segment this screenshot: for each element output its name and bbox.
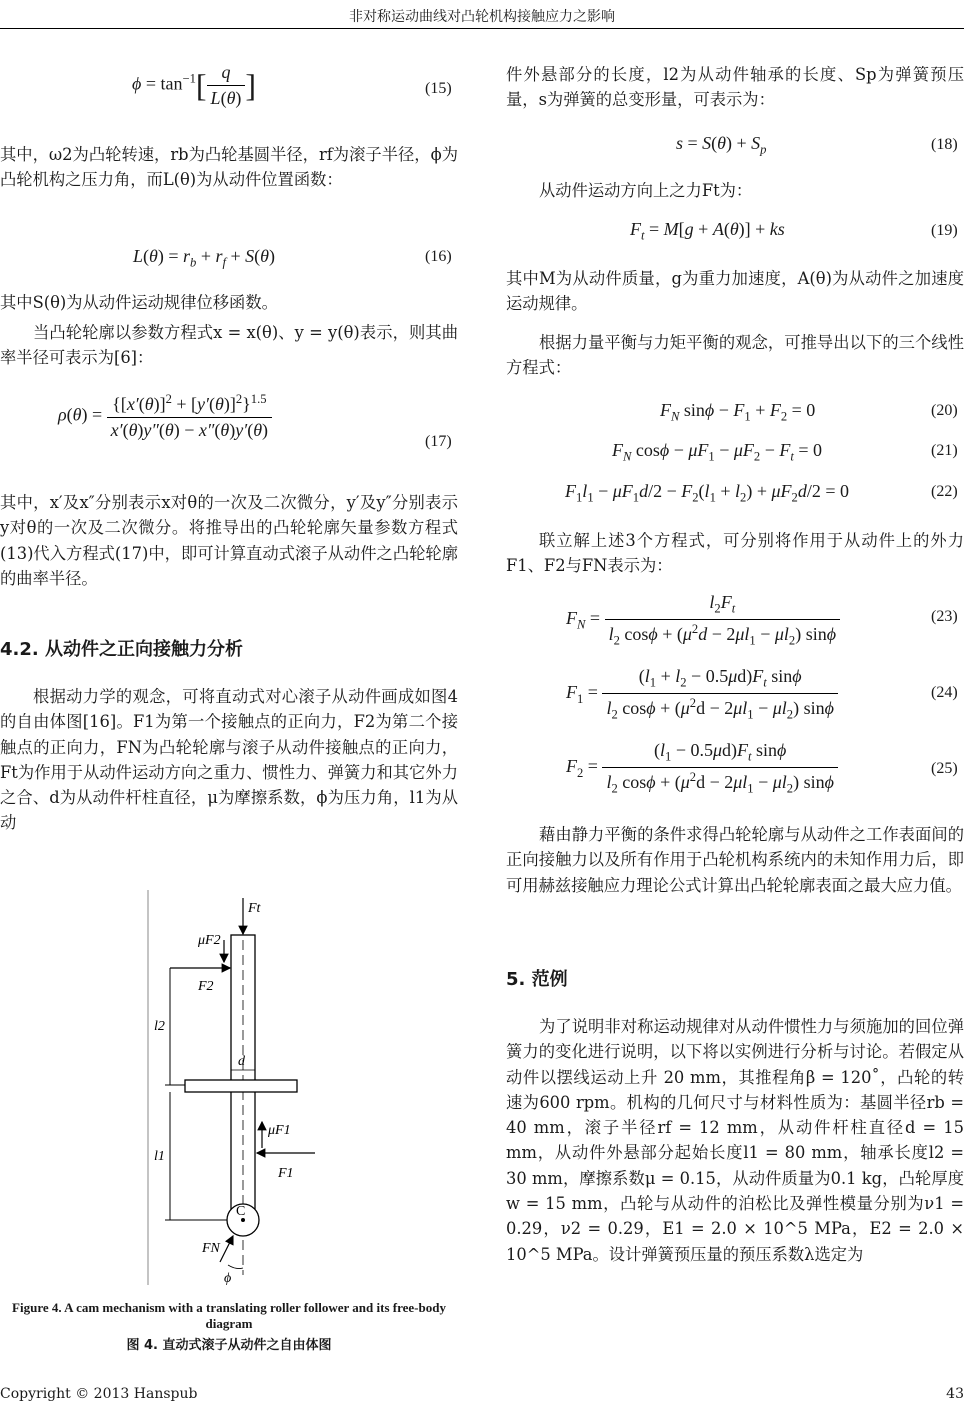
- equation-25: $F_2$ = $\frac{(l_1 - 0.5\mu d)F_t \sin\phi}{l_2 \cos\phi + (\mu^2d - 2\mu l_1 - \mu l_2) \sin\phi}$: [566, 740, 838, 796]
- footer-copyright: Copyright © 2013 Hanspub: [0, 1386, 198, 1402]
- label-l2: l2: [154, 1019, 165, 1034]
- label-f1: F1: [278, 1166, 294, 1181]
- equation-18: $s = S(\theta) + S_p$: [676, 133, 767, 157]
- equation-number-19: (19): [931, 222, 958, 239]
- right-paragraph-3: 其中M为从动件质量，g为重力加速度，A(θ)为从动件之加速度运动规律。: [506, 269, 964, 314]
- footer-page-number: 43: [946, 1386, 964, 1402]
- section-4-2-title: 4.2. 从动件之正向接触力分析: [0, 639, 243, 660]
- equation-16: $L(\theta) = r_b + r_f + S(\theta)$: [133, 246, 275, 270]
- header-rule: [0, 28, 964, 29]
- equation-number-20: (20): [931, 402, 958, 419]
- equation-number-17: (17): [425, 433, 452, 450]
- spring-collar: [185, 1080, 297, 1092]
- equation-19: $F_t = M[g + A(\theta)]$ + ks: [630, 219, 785, 243]
- equation-number-23: (23): [931, 608, 958, 625]
- left-paragraph-3: 当凸轮轮廓以参数方程式x = x(θ)、y = y(θ)表示，则其曲率半径可表示为[6]：: [0, 323, 458, 368]
- equation-24: $F_1$ = $\frac{(l_1 + l_2 - 0.5\mu d)F_t \sin\phi}{l_2 \cos\phi + (\mu^2d - 2\mu l_1 - \mu l_2) \sin\phi}$: [566, 666, 838, 722]
- label-muf1: μF1: [268, 1123, 291, 1138]
- section-5-title: 5. 范例: [506, 969, 568, 990]
- label-fn: FN: [202, 1241, 220, 1256]
- left-paragraph-1: 其中，ω2为凸轮转速，rb为凸轮基圆半径，rf为滚子半径，ϕ为凸轮机构之压力角，而L(θ)为从动件位置函数：: [0, 145, 458, 190]
- equation-number-24: (24): [931, 684, 958, 701]
- right-paragraph-6: 藉由静力平衡的条件求得凸轮轮廓与从动件之工作表面间的正向接触力以及所有作用于凸轮机构系统内的未知作用力后，即可用赫兹接触应力理论公式计算出凸轮轮廓表面之最大应力值。: [506, 825, 964, 895]
- label-f2: F2: [198, 979, 214, 994]
- right-paragraph-4: 根据力量平衡与力矩平衡的观念，可推导出以下的三个线性方程式：: [506, 333, 964, 378]
- equation-22: $F_1l_1 - \mu F_1d/2 - F_2(l_1 + l_2) + \mu F_2d/2 = 0$: [565, 481, 849, 505]
- label-phi: ϕ: [224, 1271, 232, 1285]
- label-l1: l1: [154, 1149, 165, 1164]
- equation-number-25: (25): [931, 760, 958, 777]
- right-paragraph-1: 件外悬部分的长度，l2为从动件轴承的长度、Sp为弹簧预压量，s为弹簧的总变形量，可表示为：: [506, 65, 964, 110]
- equation-number-22: (22): [931, 483, 958, 500]
- equation-21: $F_N$ $\cos\phi - \mu F_1 - \mu F_2 - F_t = 0$: [612, 440, 823, 464]
- label-muf2: μF2: [198, 933, 221, 948]
- equation-23: $F_N$ = $\frac{l_2F_t}{l_2 \cos\phi + (\mu^2d - 2\mu l_1 - \mu l_2) \sin\phi}$: [566, 592, 840, 648]
- left-paragraph-4: 其中，x′及x″分别表示x对θ的一次及二次微分，y′及y″分别表示y对θ的一次及二次微分。将推导出的凸轮轮廓矢量参数方程式(13)代入方程式(17)中，即可计算直动式滚子从动件之凸轮轮廓的曲率半径。: [0, 493, 458, 588]
- right-paragraph-7: 为了说明非对称运动规律对从动件惯性力与须施加的回位弹簧力的变化进行说明，以下将以实例进行分析与讨论。若假定从动件以摆线运动上升 20 mm，其推程角β = 120˚，凸轮的转速为600 rpm。机构的几何尺寸与材料性质为：基圆半径rb = 40 mm，滚子半径rf = 12 mm，从动件杆柱直径d = 15 mm，从动件外悬部分起始长度l1 = 80 mm，轴承长度l2 = 30 mm，摩擦系数μ = 0.15，从动件质量为0.1 kg，凸轮厚度w = 15 mm，凸轮与从动件的泊松比及弹性模量分别为ν1 = 0.29，ν2 = 0.29，E1 = 2.0 × 10^5 MPa，E2 = 2.0 × 10^5 MPa。设计弹簧预压量的预压系数λ选定为: [506, 1017, 964, 1264]
- fn-arrow: [220, 1236, 233, 1262]
- equation-number-21: (21): [931, 442, 958, 459]
- figure-caption-en: Figure 4. A cam mechanism with a translating roller follower and its free-body diagram: [12, 1300, 446, 1331]
- right-paragraph-5: 联立解上述3个方程式，可分别将作用于从动件上的外力F1、F2与FN表示为：: [506, 531, 964, 576]
- equation-number-15: (15): [425, 80, 452, 97]
- figure-caption-zh: 图 4. 直动式滚子从动件之自由体图: [126, 1338, 332, 1353]
- equation-17: ρ(θ) = $\frac{\{[x'(\theta)]^2 + [y'(\theta)]^2\}^{1.5}}{x'(\theta)y''(\theta) - x''(\theta)y'(\theta)}$: [58, 392, 272, 441]
- left-paragraph-5: 根据动力学的观念，可将直动式对心滚子从动件画成如图4的自由体图[16]。F1为第一个接触点的正向力，F2为第二个接触点的正向力，FN为凸轮轮廓与滚子从动件接触点的正向力，Ft为作用于从动件运动方向之重力、惯性力、弹簧力和其它外力之合、d为从动件杆柱直径，μ为摩擦系数，ϕ为压力角，l1为从动: [0, 687, 458, 833]
- label-c: C: [236, 1204, 246, 1219]
- equation-20: $F_N$ $\sin\phi - F_1 + F_2 = 0$: [660, 400, 816, 424]
- equation-number-18: (18): [931, 136, 958, 153]
- equation-15: $\phi = \tan^{-1}$[ $\frac{q}{L(\theta)}$ ]: [132, 62, 257, 108]
- equation-number-16: (16): [425, 248, 452, 265]
- label-d: d: [238, 1054, 245, 1069]
- left-paragraph-2: 其中S(θ)为从动件运动规律位移函数。: [0, 293, 278, 312]
- figure-4-free-body-diagram: [140, 890, 330, 1285]
- running-header: 非对称运动曲线对凸轮机构接触应力之影响: [349, 9, 615, 25]
- right-paragraph-2: 从动件运动方向上之力Ft为：: [539, 181, 753, 200]
- label-ft: Ft: [248, 901, 261, 916]
